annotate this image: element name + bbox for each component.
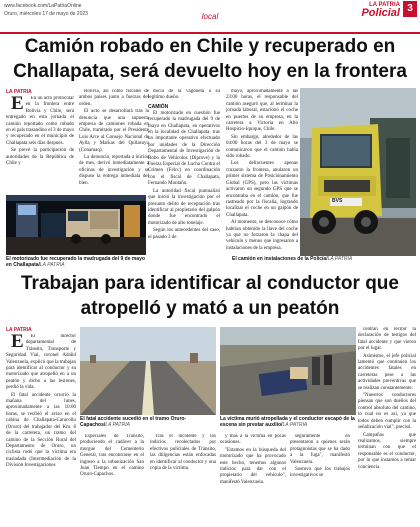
story2-headline: Trabajan para identificar al conductor que atropelló y mató a un peatón <box>21 273 399 319</box>
story2-column-2 <box>80 434 144 524</box>
issue-date: Oruro, miércoles 17 de mayo de 2023 <box>4 11 88 17</box>
story2-column-4 <box>220 434 286 524</box>
story2-column-4b <box>290 434 350 524</box>
road-image <box>80 327 216 415</box>
story2-column-3 <box>150 434 216 524</box>
story2-column-1 <box>6 334 76 524</box>
story1-subhead: CAMIÓN <box>148 103 169 110</box>
story2-col5-para: Asimismo, el jefe policial lamentó que continúen los accidentes fatales en carreteras pese a las actividades preventivas que se realizan constantemente. <box>358 353 416 391</box>
story1-col3-para: Según los antecedentes del caso, el pasado 3 de <box>148 228 220 240</box>
caption-credit: LA PATRIA <box>327 256 353 262</box>
accident-scene-image <box>220 327 356 415</box>
story1-byline: LA PATRIA <box>6 89 32 95</box>
logo-top: LA PATRIA <box>369 2 400 8</box>
page-number: 3 <box>403 1 417 17</box>
story2-photo-victim <box>220 327 356 415</box>
story1-col1-para: Se prevé la participación de autoridades de la República de Chile y <box>6 148 74 167</box>
story2-col4-tail-para: Sostuvo que los trabajos investigativos se <box>290 467 350 479</box>
story1-col2-para: La denuncia, reportada a inicios de mes, derivó inmediatamente a oficinas de investigación y se dispuso la entrega inmediata del bien. <box>79 155 149 186</box>
story2-col4-para: "Estamos en la búsqueda del motorizado que ha provocado este hecho, tenemos algunos indicios para dar con el propietario del vehículo", manifestó Valenzuela. <box>220 447 286 485</box>
caption-credit: LA PATRIA <box>39 262 65 268</box>
story2-col2-para: Especiales de Tránsito, produciendo el cadáver a la morgue del Cementerio General, tras encontrarse en el ingreso a la urbanización San Juan Tiempo en el camino Oruro-Capachos. <box>80 434 144 478</box>
story1-col1-para <box>6 96 74 147</box>
caption-credit: LA PATRIA <box>282 422 308 428</box>
logo-bottom: Policial <box>361 7 400 19</box>
caption-text: La víctima murió atropellada y el conductor escapó de la escena sin prestar auxilio <box>220 416 355 428</box>
story1-col4-para: Los delincuentes apenas cruzaron la frontera, anularon un primer sistema de Posicionamiento Global (GPS), pero las víctimas activaron un segundo GPS que se encontraba en el camión, que fue rastreado por la fiscalía, logrando localizar el coche en un galpón de Challapata. <box>226 161 298 218</box>
story2-col4-para: y más a la víctima en pocas ocasiones. <box>220 434 286 446</box>
story1-photo2-caption: El camión en instalaciones de la Policía/LA PATRIA <box>232 256 353 262</box>
story2-col1-para <box>6 334 76 392</box>
story2-col5-para: centran en recibir la declaración de testigos del fatal accidente y que vieron por el lugar. <box>358 327 416 352</box>
story1-col3-para: El motorizado en cuestión fue recuperado la madrugada del 9 de mayo en Challapata, en operativos en la localidad de Challapata, tras un importante operativo efectuado por unidades de la Dirección Departamental de Investigación de Robo de Vehículos (Diprove) y la Fuerza Especial de Lucha Contra el Crimen (Felcc) en coordinación con el fiscal de Challapata, Fernando Montaño. <box>148 110 220 187</box>
story1-column-4 <box>226 89 298 257</box>
story1-col2-para: Bolivia, así como fiscales de ambos países junto a fuerzas del orden. <box>79 89 149 107</box>
story1-col4-para: Sin embargo, alrededor de las 04:00 horas del 3 de mayo se comunicaron que el camión había sido robado. <box>226 134 298 160</box>
story2-col1-para: El fatal accidente ocurrió la mañana del lunes, aproximadamente a las 10:00 horas, se recibió el aviso en el cabina de Challapata-Caracollo (Oruro) del trabajador del Km. 8 de la carretera, un tramo del camino de la Sección Rural del Departamento de Oruro, un ciclista rodó que la víctima era trasladada (Intermediación de la División Investigaciones <box>6 392 76 469</box>
story1-photo-truck-night <box>6 195 146 255</box>
story1-col4-para: Al momento, se desconoce cómo habrían obtenido la llave del coche ya que no forzaron la chapa del vehículo y menos que ingresaron a instalaciones de la empresa. <box>226 220 298 251</box>
story2-col3-para: Tras el incidente y los indicios recolectados por efectivos policiales de Tránsito, las diligencias están enfocadas en identificar al conductor y una copia de la víctima. <box>150 434 216 472</box>
truck-plate: BVS <box>332 198 343 204</box>
drop-cap: E <box>11 96 24 114</box>
section-label: local <box>201 12 219 21</box>
caption-text: El fatal accidente sucedió en el tramo Oruro-Capachos <box>80 416 187 428</box>
story2-col5-para: Campañas que realizamos, siempre terminan con que el responsable es el conductor, por lo que instamos a tomar conciencia. <box>358 432 416 470</box>
story2-col4-tail-para: seguramente en presentaron a quienes serán protagonistas que se ha dado a la fuga", manifestó Valenzuela. <box>290 434 350 465</box>
story2-photo1-caption: El fatal accidente sucedió en el tramo Oruro-Capachos/LA PATRIA <box>80 416 187 428</box>
caption-text: El motorizado fue recuperado la madrugada del 9 de mayo en Challapata <box>6 256 145 268</box>
caption-credit: LA PATRIA <box>105 422 130 428</box>
story1-photo1-caption: El motorizado fue recuperado la madrugada del 9 de mayo en Challapata/LA PATRIA <box>6 256 145 268</box>
story1-column-3 <box>148 89 220 256</box>
truck-image <box>300 88 416 256</box>
newspaper-logo <box>340 2 400 19</box>
story2-col5-para: "Nuestros conductores piensan que son dueños del control absoluto del camino, lo cual no es así, ya que todos deben cumplir con la señalización vial", precisó. <box>358 393 416 431</box>
story1-column-2 <box>79 89 149 195</box>
story1-col3-para: ducía de la vagoneta a su legítimo dueño. <box>148 89 220 101</box>
story2-column-5 <box>358 327 416 524</box>
facebook-link[interactable]: www.facebook.com/LaPatriaOnline <box>4 3 82 9</box>
story1-col1-text-0: En un acto protocolar en la frontera entre Bolivia y Chile, será entregado en esta jornada el camión reportado como robado en el país trasandino el 3 de mayo y recuperado en el municipio de Challapata seis días después. <box>6 96 74 146</box>
page-header <box>0 0 420 34</box>
story1-photo-truck-day <box>300 88 416 256</box>
story2-col1-text-0: El director departamental de Tránsito, Transporte y Seguridad Vial, coronel Adalid Valenzuela, explicó que la trabajan para identificar al conductor y su motorizado que atropelló en a un peatón y dicho a las lesiones, perdió la vida. <box>6 334 76 391</box>
story2-byline: LA PATRIA <box>6 327 32 333</box>
story2-photo2-caption: La víctima murió atropellada y el conductor escapó de la escena sin prestar auxilio/LA PATRIA <box>220 416 355 428</box>
night-scene-image <box>6 195 146 255</box>
story2-photo-road <box>80 327 216 415</box>
story1-col4-para: mayo, aproximadamente a las 23:00 horas, el responsable del camión aseguró que, al terminar la jornada laboral, estacionó el coche en puertos de su empresa, en la carretera a Victoria en Alto Hospicio-Iquique, Chile. <box>226 89 298 133</box>
story1-column-1 <box>6 96 74 196</box>
story1-col2-para: El acto se desarrollará tras la denuncia que una supuesta empresa de camiones robada en Chile, tramitado por el Presidente Luis Arce al Consejo Nacional de Aylla y Markas del Qullasuyu (Conamaq). <box>79 109 149 153</box>
story1-col3-para: La autoridad fiscal puntualizó que inició la investigación por el presunto delito de receptación tras identificar al propietario del galpón donde fue encontrado el motorizado de alto tonelaje. <box>148 188 220 226</box>
story1-headline: Camión robado en Chile y recuperado en Challapata, será devuelto hoy en la frontera <box>13 36 407 82</box>
caption-text: El camión en instalaciones de la Policía <box>232 256 327 262</box>
drop-cap: E <box>11 334 24 352</box>
